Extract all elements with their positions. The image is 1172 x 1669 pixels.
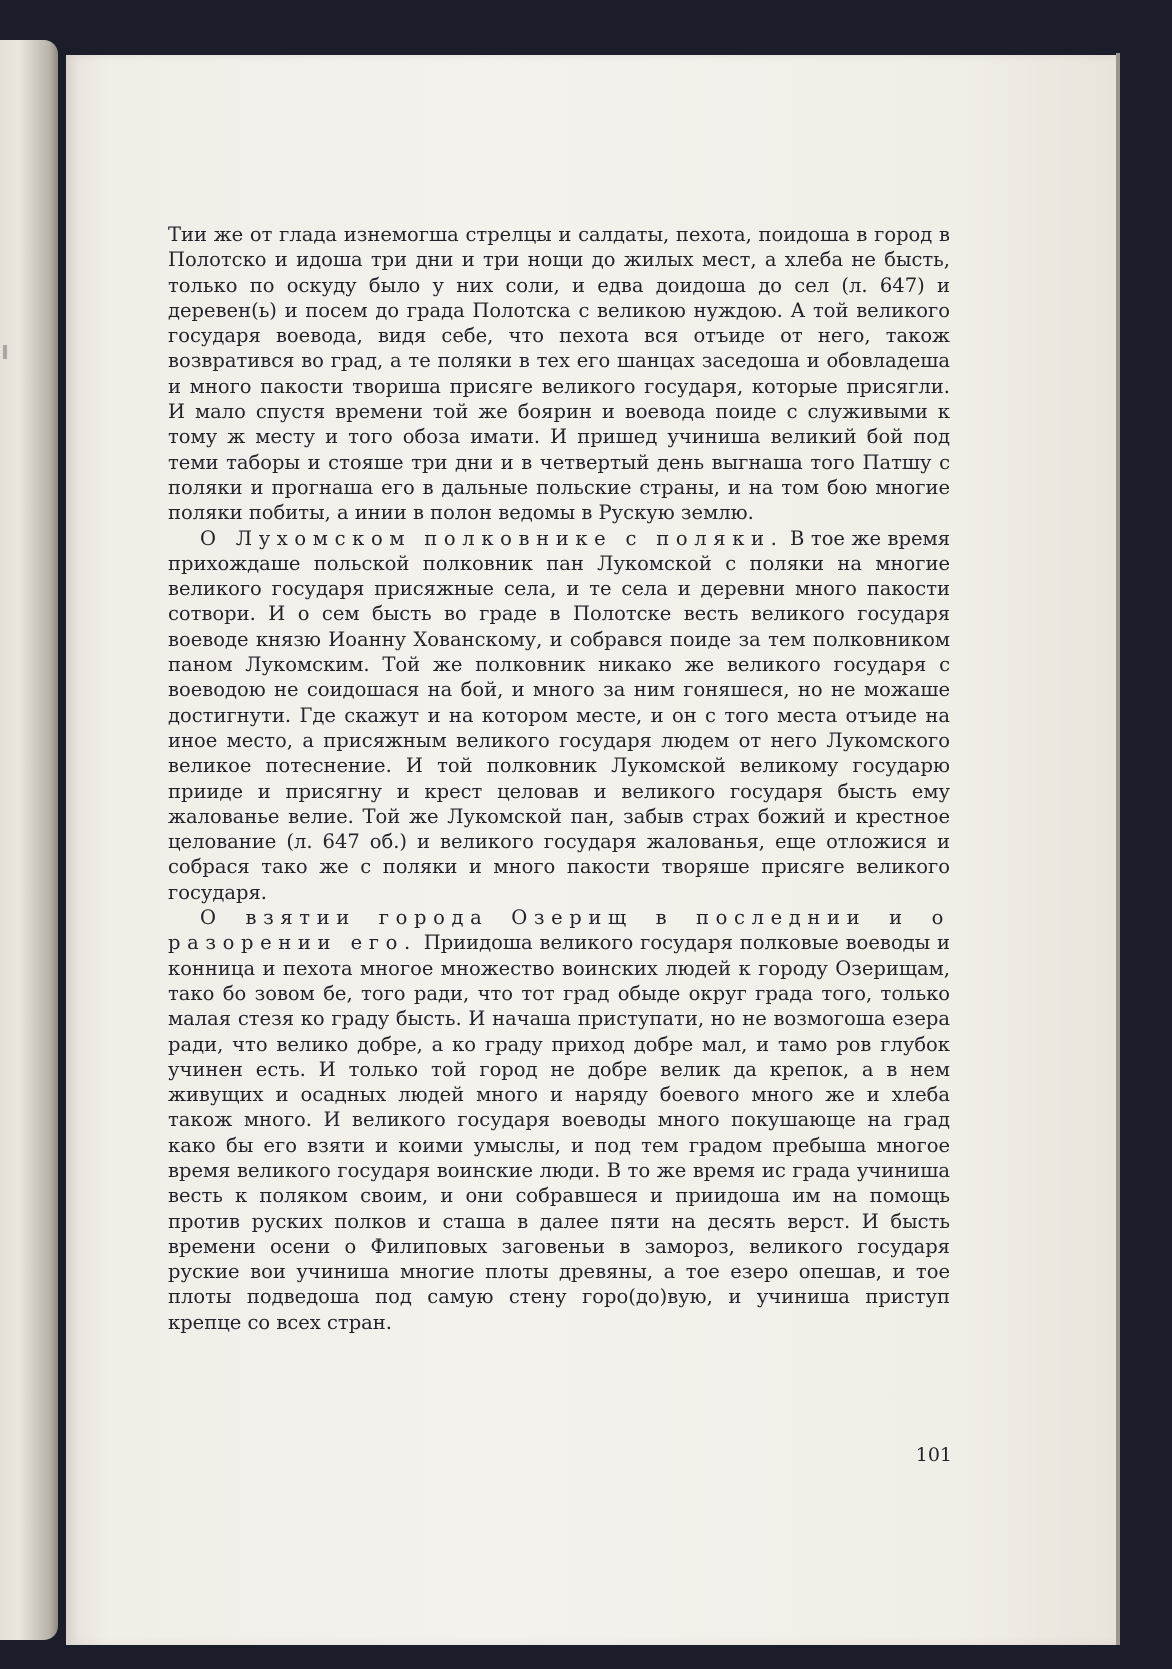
- page-edge: [1116, 53, 1120, 1645]
- paragraph-3-text: Приидоша великого государя полковые воеводы и конница и пехота многое множество воинских людей к городу Озерищам, тако бо зовом бе, того ради, что тот град обыде округ града того, только малая стезя ко граду бысть. И начаша приступати, но не возмогоша езера ради, что велико добре, а ко граду приход добре мал, и тамо ров глубок учинен есть. И только той город не добре велик да крепок, а в нем живущих и осадных людей много и наряду боевого много же и хлеба також много. И великого государя воеводы много покушающе на град како бы его взяти и коими умыслы, и под тем градом пребыша многое время великого государя воинские люди. В то же время ис града учиниша весть к поляком своим, и они собравшеся и приидоша им на помощь против руских полков и сташа в далее пяти на десять верст. И бысть времени осени о Филиповых заговеньи в замороз, великого государя руские вои учиниша многие плоты древяны, а тое езеро опешав, и тое плоты подведоша под самую стену горо(до)вую, и учиниша приступ крепце со всех стран.: [168, 931, 950, 1334]
- paragraph-1: [168, 222, 950, 526]
- paragraph-3: [168, 905, 950, 1335]
- facing-page-edge: [0, 40, 58, 1640]
- paragraph-1-text: Тии же от глада изнемогша стрелцы и салдаты, пехота, поидоша в город в Полотско и идоша три дни и три нощи до жилых мест, а хлеба не бысть, только по оскуду было у них соли, и едва доидоша до сел (л. 647) и деревен(ь) и посем до града Полотска с великою нуждою. А той великого государя воевода, видя себе, что пехота вся отъиде от него, також возвратився во град, а те поляки в тех его шанцах заседоша и обовладеша и много пакости твориша присяге великого государя, которые присягли. И мало спустя времени той же боярин и воевода поиде с служивыми к тому ж месту и того обоза имати. И пришед учиниша великий бой под теми таборы и стояше три дни и в четвертый день выгнаша того Патшу с поляки и прогнаша его в дальные польские страны, и на том бою многие поляки побиты, а инии в полон ведомы в Рускую землю.: [168, 223, 950, 525]
- paragraph-2-heading: О Лухомском полковнике с поляки.: [200, 526, 784, 550]
- paragraph-3-heading: О взятии города Озерищ в последнии и о разорении его.: [168, 906, 950, 955]
- page-number: 101: [915, 1444, 952, 1466]
- margin-mark: [3, 345, 7, 359]
- paragraph-2: [168, 526, 950, 905]
- paragraph-2-text: В тое же время прихождаше польской полковник пан Лукомской с поляки на многие великого государя присяжные села, и те села и деревни много пакости сотвори. И о сем бысть во граде в Полотске весть великого государя воеводе князю Иоанну Хованскому, и собрався поиде за тем полковником паном Лукомским. Той же полковник никако же великого государя с воеводою не соидошася на бой, и много за ним гоняшеся, но не можаше достигнути. Где скажут и на котором месте, и он с того места отъиде на иное место, а присяжным великого государя людем от него Лукомского великое потеснение. И той полковник Лукомской великому государю прииде и присягну и крест целовав и великого государя бысть ему жалованье велие. Той же Лукомской пан, забыв страх божий и крестное целование (л. 647 об.) и великого государя жалованья, еще отложися и собрася тако же с поляки и много пакости творяше присяге великого государя.: [168, 526, 951, 904]
- page-text: [168, 222, 950, 1335]
